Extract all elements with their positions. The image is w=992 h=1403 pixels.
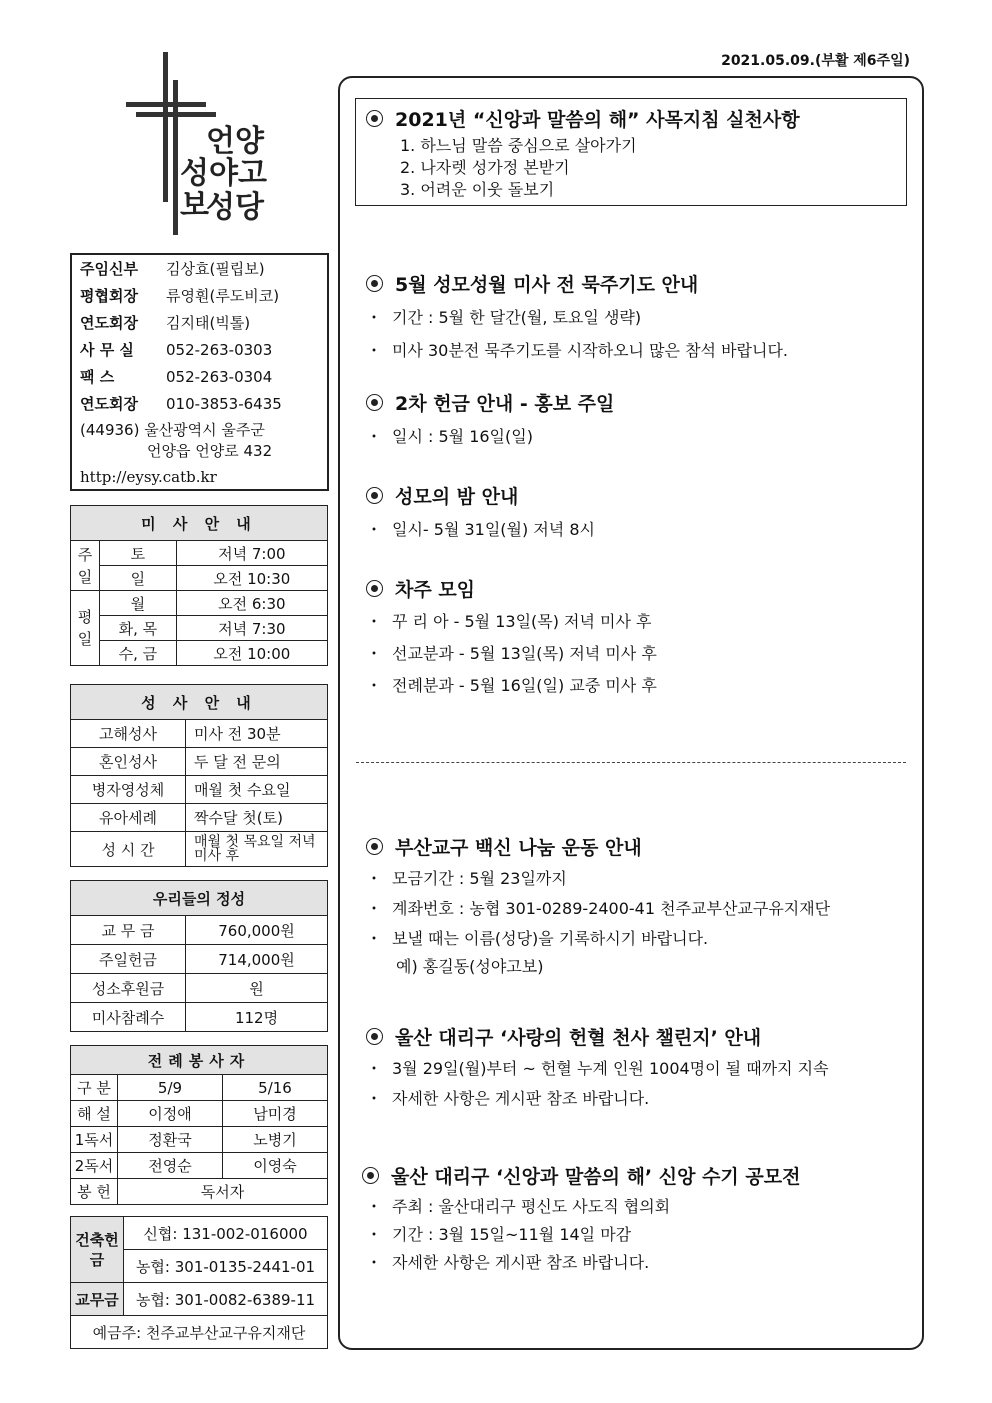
servers-person: 독서자 — [118, 1179, 328, 1205]
mass-time: 저녁 7:30 — [176, 616, 327, 641]
info-row: 연도회장 김지태(빅톨) — [80, 314, 251, 332]
notice-line: ・ 기간 : 3월 15일~11월 14일 마감 — [366, 1225, 632, 1244]
sacrament-name: 병자영성체 — [71, 776, 186, 804]
offering-name: 미사참례수 — [71, 1003, 186, 1032]
notice-line: ・ 3월 29일(월)부터 ~ 헌혈 누계 인원 1004명이 될 때까지 지속 — [366, 1059, 829, 1078]
servers-person: 노병기 — [223, 1127, 328, 1153]
notice-line: ・ 주최 : 울산대리구 평신도 사도직 협의회 — [366, 1197, 671, 1216]
servers-role: 해 설 — [71, 1101, 118, 1127]
mass-day: 월 — [100, 591, 177, 616]
sacrament-name: 고해성사 — [71, 720, 186, 748]
sacrament-info: 매월 첫 목요일 저녁미사 후 — [186, 832, 328, 867]
offering-amount: 112명 — [186, 1003, 328, 1032]
pastoral-item: 1. 하느님 말씀 중심으로 살아가기 — [400, 136, 637, 155]
notice-heading: 차주 모임 — [366, 575, 475, 602]
servers-table — [70, 1045, 328, 1205]
account-holder: 예금주: 천주교부산교구유지재단 — [71, 1316, 328, 1349]
mass-day: 화, 목 — [100, 616, 177, 641]
notice-line: ・ 선교분과 - 5월 13일(목) 저녁 미사 후 — [366, 644, 657, 663]
sacrament-table — [70, 684, 328, 867]
notice-line: ・ 꾸 리 아 - 5월 13일(목) 저녁 미사 후 — [366, 612, 652, 631]
pastoral-title: 2021년 “신앙과 말씀의 해” 사목지침 실천사항 — [366, 105, 800, 132]
sacrament-title: 성 사 안 내 — [71, 685, 328, 720]
mass-day: 수, 금 — [100, 641, 177, 666]
address-line2: 언양읍 언양로 432 — [147, 442, 273, 460]
sacrament-info: 짝수달 첫(토) — [186, 804, 328, 832]
bank-account: 농협: 301-0135-2441-01 — [124, 1250, 328, 1283]
mass-time: 오전 6:30 — [176, 591, 327, 616]
offering-amount: 714,000원 — [186, 945, 328, 974]
logo-line3: 성당 — [206, 190, 264, 225]
bulletin-date: 2021.05.09.(부활 제6주일) — [721, 53, 910, 69]
bank-account: 농협: 301-0082-6389-11 — [124, 1283, 328, 1316]
mass-title: 미 사 안 내 — [71, 506, 328, 541]
info-row: 사 무 실 052-263-0303 — [80, 341, 273, 359]
logo-line2: 성야고보 — [180, 156, 267, 223]
bullet-icon — [366, 487, 383, 504]
bullet-icon — [366, 838, 383, 855]
servers-role: 봉 헌 — [71, 1179, 118, 1205]
mass-time: 오전 10:00 — [176, 641, 327, 666]
info-row: 팩 스 052-263-0304 — [80, 368, 273, 386]
pastoral-item: 3. 어려운 이웃 돌보기 — [400, 180, 555, 199]
sacrament-name: 성 시 간 — [71, 832, 186, 867]
notice-heading: 부산교구 백신 나눔 운동 안내 — [366, 833, 642, 860]
offering-title: 우리들의 정성 — [71, 881, 328, 916]
parish-info-box — [70, 253, 329, 491]
notice-line: ・ 보낼 때는 이름(성당)을 기록하시기 바랍니다. — [366, 929, 709, 948]
sacrament-name: 혼인성사 — [71, 748, 186, 776]
dues-label: 교무금 — [71, 1283, 124, 1316]
offering-amount: 원 — [186, 974, 328, 1003]
pastoral-item: 2. 나자렛 성가정 본받기 — [400, 158, 570, 177]
info-row: 연도회장 010-3853-6435 — [80, 395, 282, 413]
notice-line: ・ 자세한 사항은 게시판 참조 바랍니다. — [366, 1253, 650, 1272]
bullet-icon — [362, 1167, 379, 1184]
bullet-icon — [366, 1028, 383, 1045]
notice-heading: 울산 대리구 ‘신앙과 말씀의 해’ 신앙 수기 공모전 — [362, 1162, 800, 1189]
servers-person: 이영숙 — [223, 1153, 328, 1179]
notice-line: ・ 계좌번호 : 농협 301-0289-2400-41 천주교부산교구유지재단 — [366, 899, 831, 918]
notice-heading: 울산 대리구 ‘사랑의 헌혈 천사 챌린지’ 안내 — [366, 1023, 761, 1050]
cross-bar — [136, 112, 216, 117]
sacrament-info: 미사 전 30분 — [186, 720, 328, 748]
bullet-icon — [366, 580, 383, 597]
cross-icon — [163, 52, 168, 202]
bullet-icon — [366, 275, 383, 292]
notice-line: ・ 모금기간 : 5월 23일까지 — [366, 869, 567, 888]
servers-title: 전례봉사자 — [71, 1046, 328, 1075]
notice-heading: 5월 성모성월 미사 전 묵주기도 안내 — [366, 270, 698, 297]
notice-heading: 성모의 밤 안내 — [366, 482, 518, 509]
servers-role: 2독서 — [71, 1153, 118, 1179]
notice-line: ・ 일시 : 5월 16일(일) — [366, 427, 533, 446]
servers-head: 5/16 — [223, 1075, 328, 1101]
sacrament-name: 유아세례 — [71, 804, 186, 832]
mass-schedule-table — [70, 505, 328, 666]
parish-url: http://eysy.catb.kr — [80, 468, 217, 486]
bullet-icon — [366, 110, 383, 127]
notice-line: ・ 자세한 사항은 게시판 참조 바랍니다. — [366, 1089, 650, 1108]
cross-bar — [126, 102, 206, 107]
servers-role: 1독서 — [71, 1127, 118, 1153]
offering-table — [70, 880, 328, 1032]
servers-person: 남미경 — [223, 1101, 328, 1127]
notices-panel — [338, 76, 924, 1350]
mass-time: 오전 10:30 — [176, 566, 327, 591]
offering-amount: 760,000원 — [186, 916, 328, 945]
parish-logo — [118, 52, 293, 237]
mass-day: 토 — [100, 541, 177, 566]
dashed-divider — [356, 762, 906, 763]
servers-head: 구 분 — [71, 1075, 118, 1101]
notice-example: 예) 홍길동(성야고보) — [396, 957, 544, 976]
servers-person: 전영순 — [118, 1153, 223, 1179]
offering-name: 성소후원금 — [71, 974, 186, 1003]
sunday-label: 주일 — [71, 541, 100, 591]
info-row: 주임신부 김상효(필립보) — [80, 260, 265, 278]
mass-day: 일 — [100, 566, 177, 591]
bank-table — [70, 1216, 328, 1349]
logo-line1: 언양 — [206, 124, 264, 159]
weekday-label: 평일 — [71, 591, 100, 666]
notice-line: ・ 전례분과 - 5월 16일(일) 교중 미사 후 — [366, 676, 657, 695]
address-line1: (44936) 울산광역시 울주군 — [80, 421, 265, 439]
mass-time: 저녁 7:00 — [176, 541, 327, 566]
info-row: 평협회장 류영훤(루도비코) — [80, 287, 280, 305]
notice-line: ・ 기간 : 5월 한 달간(월, 토요일 생략) — [366, 308, 642, 327]
pastoral-guideline-box — [355, 98, 907, 206]
bank-account: 신협: 131-002-016000 — [124, 1217, 328, 1250]
sacrament-info: 매월 첫 수요일 — [186, 776, 328, 804]
notice-heading: 2차 헌금 안내 - 홍보 주일 — [366, 389, 614, 416]
notice-line: ・ 일시- 5월 31일(월) 저녁 8시 — [366, 520, 595, 539]
offering-name: 교 무 금 — [71, 916, 186, 945]
bullet-icon — [366, 394, 383, 411]
sacrament-info: 두 달 전 문의 — [186, 748, 328, 776]
offering-name: 주일헌금 — [71, 945, 186, 974]
building-fund-label: 건축헌금 — [71, 1217, 124, 1283]
servers-person: 정환국 — [118, 1127, 223, 1153]
notice-line: ・ 미사 30분전 묵주기도를 시작하오니 많은 참석 바랍니다. — [366, 341, 788, 360]
servers-head: 5/9 — [118, 1075, 223, 1101]
servers-person: 이정애 — [118, 1101, 223, 1127]
